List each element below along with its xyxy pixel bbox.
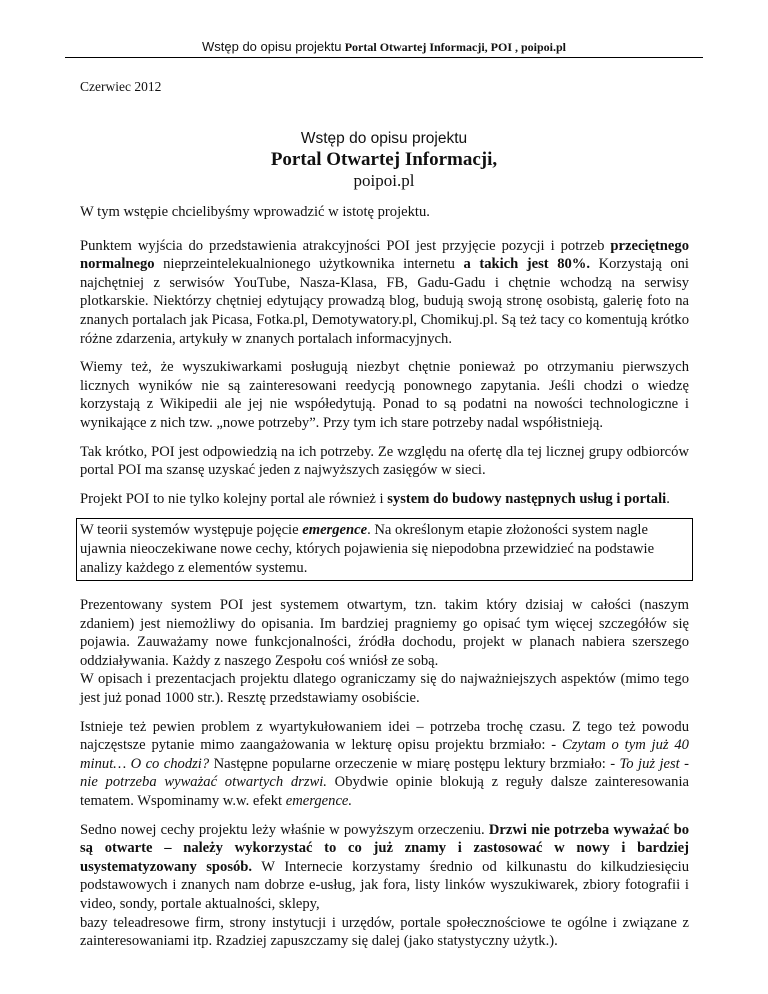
p5-text-b: W opisach i prezentacjach projektu dlatego ograniczamy się do najważniejszych aspektów (mimo tego jest już ponad 1000 str.). Resztę przedstawiamy osobiście.	[80, 671, 689, 707]
paragraph-1	[80, 237, 689, 349]
paragraph-7	[80, 821, 689, 951]
paragraph-6	[80, 718, 689, 811]
p6-italic-f: emergence.	[285, 793, 353, 810]
title-line-1: Wstęp do opisu projektu	[300, 130, 468, 147]
header-title: Portal Otwartej Informacji, POI , poipoi.pl	[344, 40, 567, 54]
p7-bold-b: Drzwi nie potrzeba wyważać bo są otwarte – należy wykorzystać to co już znamy i zastosować w nowy i bardziej usystematyzowany sposób.	[80, 821, 689, 875]
p1-bold-b: przeciętnego normalnego	[80, 237, 689, 273]
p7-text-a: Sedno nowej cechy projektu leży właśnie w powyższym orzeczeniu.	[80, 821, 489, 838]
title-line-3: poipoi.pl	[353, 171, 415, 190]
paragraph-4	[80, 490, 689, 509]
p1-text-c: nieprzeintelekualnionego użytkownika internetu	[154, 256, 464, 273]
box-text-c: . Na określonym etapie złożoności system nagle ujawnia nieoczekiwane nowe cechy, których pojawienia się niepodobna przewidzieć na podstawie analizy każdego z elementów systemu.	[80, 522, 655, 576]
paragraph-intro: W tym wstępie chcielibyśmy wprowadzić w istotę projektu.	[80, 204, 430, 220]
p1-text-a: Punktem wyjścia do przedstawienia atrakcyjności POI jest przyjęcie pozycji i potrzeb	[80, 237, 611, 254]
document-body	[80, 203, 689, 961]
p4-text-a: Projekt POI to nie tylko kolejny portal ale również i	[80, 490, 388, 507]
p6-italic-b: Czytam o tym już 40 minut… O co chodzi?	[80, 737, 689, 772]
document-title-block	[0, 130, 768, 191]
paragraph-3: Tak krótko, POI jest odpowiedzią na ich potrzeby. Ze względu na ofertę dla tej licznej grupy odbiorców portal POI ma szansę uzyskać jeden z najwyższych zasięgów w sieci.	[80, 443, 689, 479]
box-text-a: W teorii systemów występuje pojęcie	[80, 522, 303, 539]
p7-text-d: bazy teleadresowe firm, strony instytucji i urzędów, portale społecznościowe te ogólne i związane z zainteresowaniami itp. Rzadziej zapuszczamy się dalej (jako statystyczny użytk.).	[80, 914, 689, 950]
p6-text-e: Obydwie opinie blokują z reguły dalsze zainteresowania tematem. Wspominamy w.w. efekt	[80, 774, 689, 810]
p4-bold-b: system do budowy następnych usług i portali	[387, 490, 667, 507]
p6-text-a: Istnieje też pewien problem z wyartykułowaniem idei – potrzeba trochę czasu. Z tego też powodu najczęstsze pytanie mimo zaangażowania w lekturę opisu projektu brzmiało: -	[80, 718, 689, 754]
paragraph-2: Wiemy też, że wyszukiwarkami posługują niezbyt chętnie ponieważ po otrzymaniu pierwszych licznych wyników nie są zainteresowani reedycją ponownego zapytania. Jeśli chodzi o wiedzę korzystają z Wikipedii ale jej nie współedytują. Ponad to są podatni na nowości technologiczne i wynikające z nich tzw. „nowe potrzeby”. Przy tym ich stare potrzeby nadal współistnieją.	[80, 359, 689, 431]
emergence-box	[76, 518, 693, 581]
header-prefix: Wstęp do opisu projektu	[201, 39, 342, 54]
p5-text-a: Prezentowany system POI jest systemem otwartym, tzn. takim który dzisiaj w całości (naszym zdaniem) jest niemożliwy do opisania. Im bardziej pragniemy go opisać tym więcej szczegółów się pojawia. Zauważamy nowe funkcjonalności, źródła dochodu, projekt w planach nabiera szerszego oddziaływania. Każdy z naszego Zespołu coś wniósł ze sobą.	[80, 597, 689, 669]
box-term-emergence: emergence	[302, 522, 368, 539]
document-date: Czerwiec 2012	[80, 79, 162, 94]
header-divider	[65, 57, 703, 58]
title-line-2: Portal Otwartej Informacji,	[270, 149, 498, 170]
p1-text-e: Korzystają oni najchętniej z serwisów YouTube, Nasza-Klasa, FB, Gadu-Gadu i chętnie wchodzą na serwisy plotkarskie. Niektórzy chętniej edytujący prowadzą blog, budują swoją stronę osobistą, galerię foto na znanych portalach jak Picasa, Fotka.pl, Demotywatory.pl, Chomikuj.pl. Są też tacy co komentują krótko różne zdarzenia, artykuły w znanych portalach informacyjnych.	[80, 256, 690, 347]
p6-text-c: Następne popularne orzeczenie w miarę postępu lektury brzmiało: -	[209, 755, 620, 772]
p4-text-c: .	[666, 490, 670, 507]
p6-italic-d: To już jest - nie potrzeba wyważać otwartych drzwi.	[80, 755, 689, 791]
box-text	[80, 521, 688, 577]
paragraph-5	[80, 596, 689, 708]
page-header	[0, 39, 768, 55]
p1-bold-d: a takich jest 80%.	[463, 256, 591, 273]
p7-text-c: W Internecie korzystamy średnio od kilkunastu do kilkudziesięciu podstawowych i znanych nam dobrze e-usług, jak fora, listy linków wyszukiwarek, zbiory fotografii i video, sondy, portale aktualności, sklepy,	[80, 858, 689, 912]
